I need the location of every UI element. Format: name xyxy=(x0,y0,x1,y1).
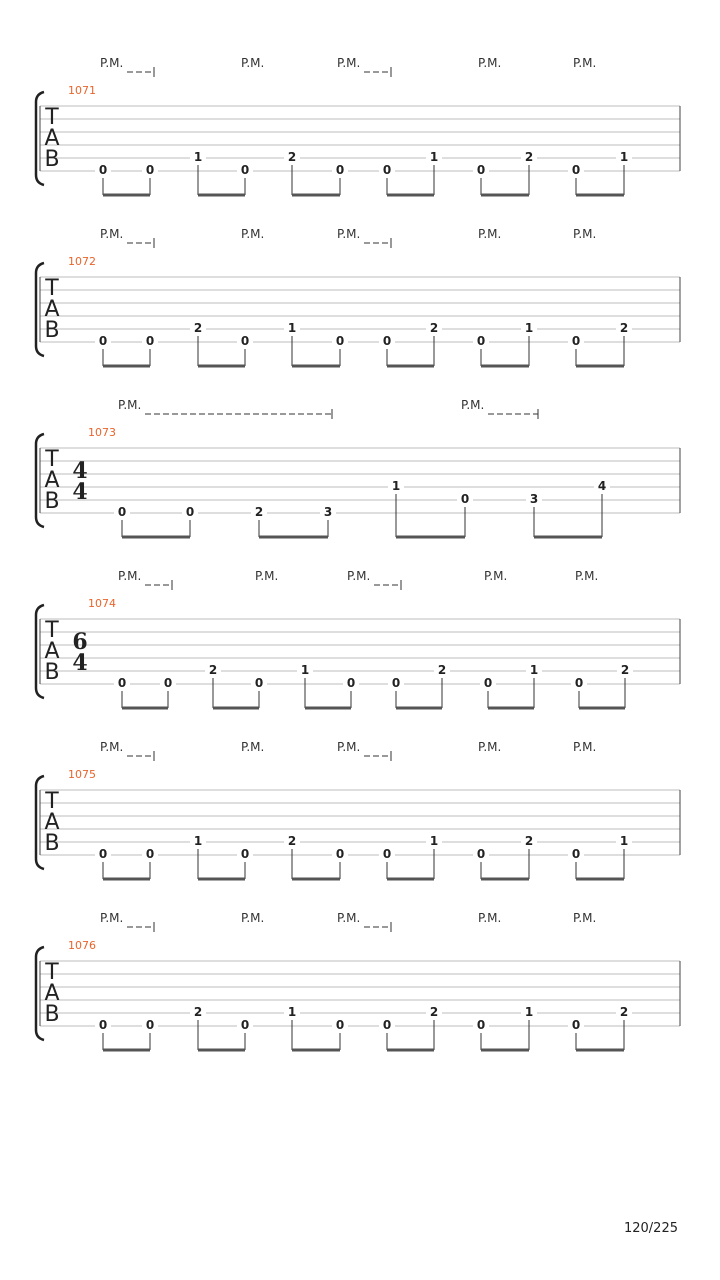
fret-number: 0 xyxy=(95,164,111,176)
palm-mute-label: P.M. xyxy=(241,56,265,70)
fret-number: 0 xyxy=(160,677,176,689)
fret-number: 0 xyxy=(237,164,253,176)
fret-number: 1 xyxy=(616,835,632,847)
fret-number: 0 xyxy=(343,677,359,689)
fret-number: 0 xyxy=(114,506,130,518)
fret-number: 0 xyxy=(473,335,489,347)
fret-number: 2 xyxy=(190,1006,206,1018)
fret-number: 0 xyxy=(251,677,267,689)
fret-number: 0 xyxy=(332,1019,348,1031)
tab-clef-letter: A xyxy=(44,981,60,1006)
fret-number: 2 xyxy=(521,151,537,163)
tab-clef-letter: T xyxy=(45,105,59,130)
fret-number: 1 xyxy=(388,480,404,492)
palm-mute-label: P.M. xyxy=(100,56,124,70)
measure-number: 1071 xyxy=(68,84,96,97)
tab-clef-letter: A xyxy=(44,639,60,664)
fret-number: 2 xyxy=(617,664,633,676)
fret-number: 0 xyxy=(379,848,395,860)
time-signature-bottom: 4 xyxy=(72,479,88,505)
fret-number: 0 xyxy=(379,335,395,347)
fret-number: 3 xyxy=(320,506,336,518)
tab-system xyxy=(0,384,720,555)
fret-number: 1 xyxy=(526,664,542,676)
palm-mute-label: P.M. xyxy=(461,398,485,412)
palm-mute-label: P.M. xyxy=(573,911,597,925)
fret-number: 2 xyxy=(284,151,300,163)
tab-system xyxy=(0,213,720,384)
fret-number: 0 xyxy=(568,848,584,860)
palm-mute-label: P.M. xyxy=(100,911,124,925)
fret-number: 0 xyxy=(473,164,489,176)
fret-number: 0 xyxy=(114,677,130,689)
palm-mute-label: P.M. xyxy=(478,911,502,925)
fret-number: 0 xyxy=(473,848,489,860)
fret-number: 2 xyxy=(616,1006,632,1018)
fret-number: 1 xyxy=(190,151,206,163)
time-signature-bottom: 4 xyxy=(72,650,88,676)
time-signature-top: 6 xyxy=(72,629,88,655)
palm-mute-label: P.M. xyxy=(484,569,508,583)
fret-number: 0 xyxy=(473,1019,489,1031)
fret-number: 2 xyxy=(251,506,267,518)
fret-number: 1 xyxy=(521,322,537,334)
palm-mute-label: P.M. xyxy=(241,911,265,925)
tab-clef-letter: A xyxy=(44,468,60,493)
fret-number: 2 xyxy=(434,664,450,676)
fret-number: 3 xyxy=(526,493,542,505)
fret-number: 1 xyxy=(284,322,300,334)
measure-number: 1074 xyxy=(88,597,116,610)
fret-number: 1 xyxy=(426,151,442,163)
tab-clef-letter: T xyxy=(45,447,59,472)
tab-clef-letter: T xyxy=(45,960,59,985)
tab-system xyxy=(0,897,720,1068)
fret-number: 4 xyxy=(594,480,610,492)
tab-clef-letter: B xyxy=(44,831,60,856)
palm-mute-label: P.M. xyxy=(241,227,265,241)
fret-number: 1 xyxy=(284,1006,300,1018)
palm-mute-label: P.M. xyxy=(478,740,502,754)
fret-number: 0 xyxy=(95,1019,111,1031)
palm-mute-label: P.M. xyxy=(241,740,265,754)
fret-number: 0 xyxy=(379,164,395,176)
measure-number: 1073 xyxy=(88,426,116,439)
fret-number: 2 xyxy=(205,664,221,676)
fret-number: 0 xyxy=(142,848,158,860)
fret-number: 0 xyxy=(568,1019,584,1031)
fret-number: 0 xyxy=(142,335,158,347)
palm-mute-label: P.M. xyxy=(337,227,361,241)
tab-clef-letter: T xyxy=(45,618,59,643)
palm-mute-label: P.M. xyxy=(478,56,502,70)
fret-number: 1 xyxy=(426,835,442,847)
fret-number: 2 xyxy=(426,322,442,334)
fret-number: 0 xyxy=(237,848,253,860)
palm-mute-label: P.M. xyxy=(573,740,597,754)
fret-number: 2 xyxy=(190,322,206,334)
tab-system xyxy=(0,726,720,897)
tab-clef-letter: A xyxy=(44,126,60,151)
fret-number: 0 xyxy=(480,677,496,689)
fret-number: 1 xyxy=(521,1006,537,1018)
fret-number: 2 xyxy=(426,1006,442,1018)
palm-mute-label: P.M. xyxy=(347,569,371,583)
tab-clef-letter: A xyxy=(44,810,60,835)
fret-number: 0 xyxy=(142,1019,158,1031)
fret-number: 2 xyxy=(616,322,632,334)
fret-number: 0 xyxy=(332,848,348,860)
fret-number: 0 xyxy=(237,1019,253,1031)
fret-number: 0 xyxy=(568,164,584,176)
page-number: 120/225 xyxy=(623,1221,678,1236)
fret-number: 0 xyxy=(568,335,584,347)
measure-number: 1072 xyxy=(68,255,96,268)
measure-number: 1075 xyxy=(68,768,96,781)
fret-number: 1 xyxy=(297,664,313,676)
tab-clef-letter: T xyxy=(45,276,59,301)
tab-staff xyxy=(0,384,720,555)
time-signature-top: 4 xyxy=(72,458,88,484)
measure-number: 1076 xyxy=(68,939,96,952)
palm-mute-label: P.M. xyxy=(118,569,142,583)
tab-clef-letter: B xyxy=(44,660,60,685)
palm-mute-label: P.M. xyxy=(337,740,361,754)
fret-number: 2 xyxy=(284,835,300,847)
palm-mute-label: P.M. xyxy=(478,227,502,241)
tab-clef-letter: B xyxy=(44,147,60,172)
tab-system xyxy=(0,555,720,726)
fret-number: 0 xyxy=(457,493,473,505)
fret-number: 0 xyxy=(388,677,404,689)
tab-clef-letter: B xyxy=(44,318,60,343)
palm-mute-label: P.M. xyxy=(337,911,361,925)
tab-system xyxy=(0,42,720,213)
fret-number: 0 xyxy=(571,677,587,689)
fret-number: 2 xyxy=(521,835,537,847)
fret-number: 0 xyxy=(95,335,111,347)
fret-number: 0 xyxy=(142,164,158,176)
palm-mute-label: P.M. xyxy=(337,56,361,70)
fret-number: 0 xyxy=(332,164,348,176)
fret-number: 0 xyxy=(182,506,198,518)
palm-mute-label: P.M. xyxy=(118,398,142,412)
tab-clef-letter: B xyxy=(44,489,60,514)
fret-number: 1 xyxy=(190,835,206,847)
tab-clef-letter: B xyxy=(44,1002,60,1027)
fret-number: 0 xyxy=(95,848,111,860)
tab-clef-letter: A xyxy=(44,297,60,322)
fret-number: 0 xyxy=(379,1019,395,1031)
fret-number: 1 xyxy=(616,151,632,163)
palm-mute-label: P.M. xyxy=(573,227,597,241)
palm-mute-label: P.M. xyxy=(100,740,124,754)
palm-mute-label: P.M. xyxy=(575,569,599,583)
tab-clef-letter: T xyxy=(45,789,59,814)
fret-number: 0 xyxy=(237,335,253,347)
palm-mute-label: P.M. xyxy=(100,227,124,241)
fret-number: 0 xyxy=(332,335,348,347)
palm-mute-label: P.M. xyxy=(573,56,597,70)
palm-mute-label: P.M. xyxy=(255,569,279,583)
